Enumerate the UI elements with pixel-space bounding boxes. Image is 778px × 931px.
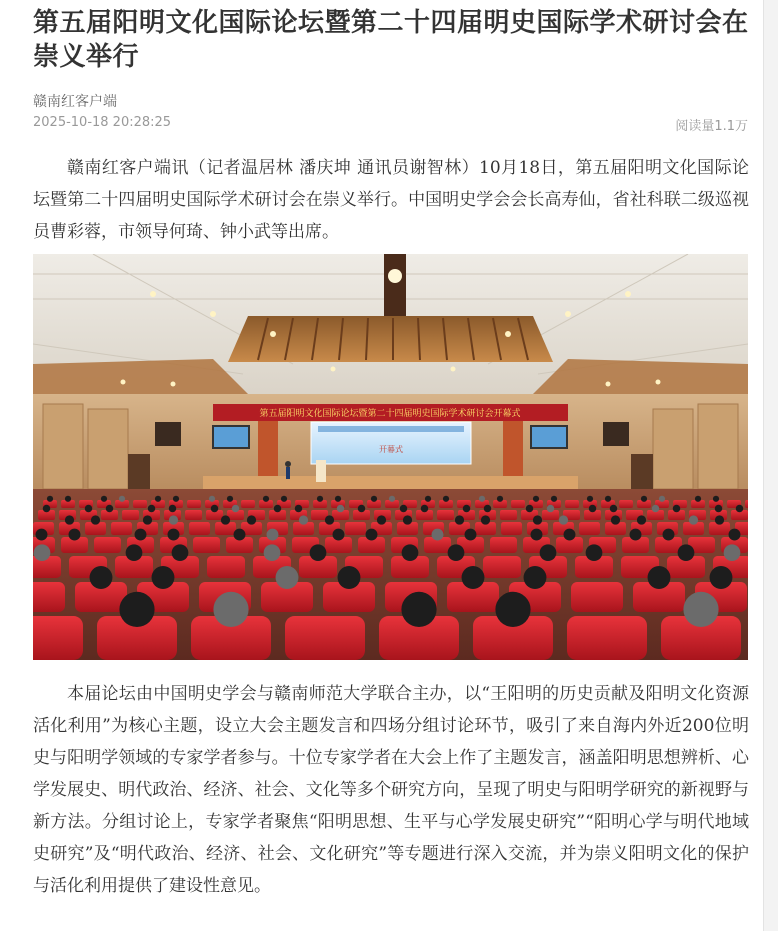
article-source[interactable]: 赣南红客户端	[33, 94, 117, 110]
attendee-head	[333, 529, 345, 541]
screen-title: 开幕式	[379, 445, 403, 454]
attendee-head	[377, 515, 386, 524]
article-datetime: 2025-10-18 20:28:25	[33, 115, 172, 130]
attendee-head	[325, 515, 334, 524]
attendee-head	[169, 505, 176, 512]
attendee-head	[47, 496, 53, 502]
attendee-head	[263, 496, 269, 502]
attendee-head	[335, 496, 341, 502]
attendee-head	[36, 529, 48, 541]
attendee-head	[65, 515, 74, 524]
attendee-head	[227, 496, 233, 502]
attendee-head	[495, 592, 530, 627]
attendee-head	[366, 529, 378, 541]
article-title: 第五届阳明文化国际论坛暨第二十四届明史国际学术研讨会在崇义举行	[33, 8, 749, 72]
attendee-head	[247, 515, 256, 524]
attendee-head	[295, 505, 302, 512]
attendee-head	[551, 496, 557, 502]
attendee-head	[85, 505, 92, 512]
attendee-head	[119, 496, 125, 502]
attendee-head	[267, 529, 279, 541]
attendee-head	[497, 496, 503, 502]
attendee-head	[533, 496, 539, 502]
attendee-head	[605, 496, 611, 502]
seat	[501, 522, 522, 535]
seat	[579, 522, 600, 535]
attendee-head	[630, 529, 642, 541]
seat	[187, 500, 201, 508]
seat	[193, 537, 220, 553]
attendee-head	[119, 592, 154, 627]
attendee-head	[610, 505, 617, 512]
attendee-head	[559, 515, 568, 524]
attendee-head	[148, 505, 155, 512]
attendee-head	[101, 496, 107, 502]
attendee-head	[91, 515, 100, 524]
attendee-head	[276, 566, 299, 589]
attendee-head	[663, 529, 675, 541]
stage-banner: 第五届阳明文化国际论坛暨第二十四届明史国际学术研讨会开幕式	[259, 409, 521, 419]
seat	[619, 500, 633, 508]
attendee-head	[455, 515, 464, 524]
attendee-head	[547, 505, 554, 512]
attendee-head	[389, 496, 395, 502]
seat	[189, 522, 210, 535]
attendee-head	[736, 505, 743, 512]
attendee-head	[524, 566, 547, 589]
attendee-head	[710, 566, 733, 589]
attendee-head	[234, 529, 246, 541]
read-count: 阅读量1.1万	[675, 119, 748, 134]
seat	[745, 500, 748, 508]
seat	[345, 522, 366, 535]
attendee-head	[484, 505, 491, 512]
attendee-head	[209, 496, 215, 502]
attendee-head	[168, 529, 180, 541]
attendee-head	[659, 496, 665, 502]
attendee-head	[221, 515, 230, 524]
attendee-head	[526, 505, 533, 512]
attendee-head	[683, 592, 718, 627]
attendee-head	[371, 496, 377, 502]
attendee-head	[402, 544, 419, 561]
attendee-head	[310, 544, 327, 561]
seat	[571, 582, 623, 612]
attendee-head	[155, 496, 161, 502]
seat	[207, 556, 245, 578]
seat	[241, 500, 255, 508]
seat	[565, 500, 579, 508]
attendee-head	[135, 529, 147, 541]
attendee-head	[173, 496, 179, 502]
attendee-head	[586, 544, 603, 561]
attendee-head	[169, 515, 178, 524]
seat	[567, 616, 647, 660]
seat	[111, 522, 132, 535]
attendee-head	[533, 515, 542, 524]
attendee-head	[715, 515, 724, 524]
attendee-head	[232, 505, 239, 512]
attendee-head	[274, 505, 281, 512]
attendee-head	[425, 496, 431, 502]
conference-hall-photo	[33, 254, 748, 660]
attendee-head	[126, 544, 143, 561]
attendee-head	[152, 566, 175, 589]
attendee-head	[540, 544, 557, 561]
attendee-head	[479, 496, 485, 502]
seat	[185, 510, 202, 520]
attendee-head	[673, 505, 680, 512]
attendee-head	[69, 529, 81, 541]
attendee-head	[678, 544, 695, 561]
attendee-head	[611, 515, 620, 524]
attendee-head	[172, 544, 189, 561]
attendee-head	[34, 544, 51, 561]
attendee-head	[358, 505, 365, 512]
attendee-head	[587, 496, 593, 502]
attendee-head	[264, 544, 281, 561]
attendee-head	[106, 505, 113, 512]
attendee-head	[281, 496, 287, 502]
attendee-head	[531, 529, 543, 541]
attendee-head	[689, 515, 698, 524]
attendee-head	[652, 505, 659, 512]
article-paragraph-1: 赣南红客户端讯（记者温居林 潘庆坤 通讯员谢智林）10月18日，第五届阳明文化国际论坛暨第二十四届明史国际学术研讨会在崇义举行。中国明史学会会长高寿仙，省社科联二级巡视员曹彩蓉，市领导何琦、钟小武等出席。	[33, 158, 749, 242]
attendee-head	[695, 496, 701, 502]
attendee-head	[213, 592, 248, 627]
attendee-head	[481, 515, 490, 524]
attendee-head	[43, 505, 50, 512]
seat	[33, 616, 83, 660]
seat	[500, 510, 517, 520]
article-paragraph-2: 本届论坛由中国明史学会与赣南师范大学联合主办，以“王阳明的历史贡献及阳明文化资源活化利用”为核心主题，设立大会主题发言和四场分组讨论环节，吸引了来自海内外近200位明史与阳明学领域的专家学者参与。十位专家学者在大会上作了主题发言，涵盖阳明思想辨析、心学发展史、明代政治、经济、社会、文化等多个研究方向，呈现了明史与阳明学研究的新视野与新方法。分组讨论上，专家学者聚焦“阳明思想、生平与心学发展史研究”“阳明心学与明代地域史研究”及“明代政治、经济、社会、文化研究”等专题进行深入交流，并为崇义阳明文化的保护与活化利用提供了建设性意见。	[33, 684, 749, 896]
seat	[94, 537, 121, 553]
seat	[511, 500, 525, 508]
attendee-head	[299, 515, 308, 524]
article-photo[interactable]	[33, 254, 748, 660]
attendee-head	[65, 496, 71, 502]
attendee-head	[401, 592, 436, 627]
seat	[490, 537, 517, 553]
attendee-head	[463, 505, 470, 512]
attendee-head	[211, 505, 218, 512]
attendee-head	[443, 496, 449, 502]
seat	[285, 616, 365, 660]
attendee-head	[421, 505, 428, 512]
attendee-head	[143, 515, 152, 524]
attendee-head	[432, 529, 444, 541]
attendee-head	[713, 496, 719, 502]
attendee-head	[641, 496, 647, 502]
attendee-head	[462, 566, 485, 589]
seat	[33, 582, 65, 612]
attendee-head	[403, 515, 412, 524]
attendee-head	[724, 544, 741, 561]
seat	[437, 510, 454, 520]
attendee-head	[637, 515, 646, 524]
attendee-head	[338, 566, 361, 589]
attendee-head	[465, 529, 477, 541]
attendee-head	[648, 566, 671, 589]
seat	[133, 500, 147, 508]
attendee-head	[448, 544, 465, 561]
attendee-head	[729, 529, 741, 541]
attendee-head	[400, 505, 407, 512]
attendee-head	[317, 496, 323, 502]
page-scrollbar[interactable]	[763, 0, 778, 931]
attendee-head	[337, 505, 344, 512]
attendee-head	[589, 505, 596, 512]
seat	[483, 556, 521, 578]
attendee-head	[564, 529, 576, 541]
attendee-head	[715, 505, 722, 512]
attendee-head	[90, 566, 113, 589]
seat	[122, 510, 139, 520]
